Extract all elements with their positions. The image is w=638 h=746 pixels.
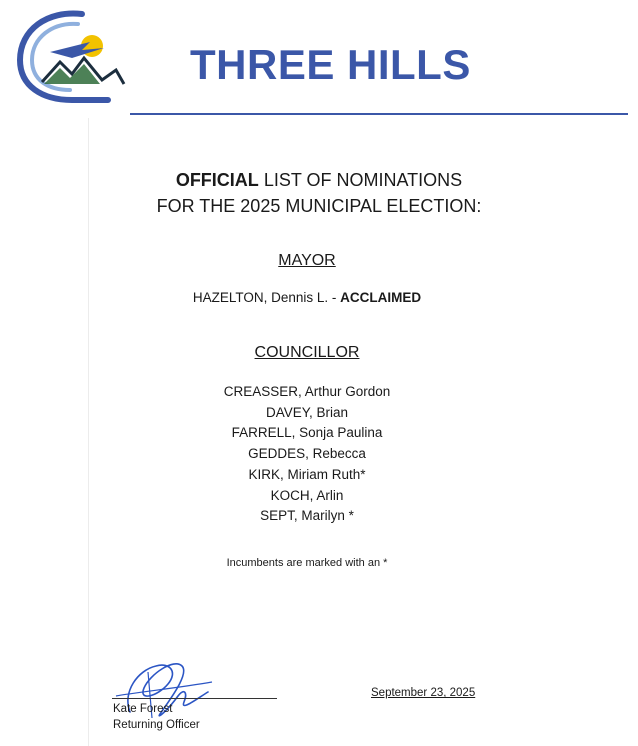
list-item: KOCH, Arlin — [270, 487, 344, 503]
signer-name: Kate Forest — [113, 703, 173, 715]
document-title-line2: FOR THE 2025 MUNICIPAL ELECTION: — [156, 196, 482, 216]
incumbent-note: Incumbents are marked with an * — [226, 557, 388, 569]
signer-title: Returning Officer — [113, 719, 200, 731]
list-item: KIRK, Miriam Ruth* — [248, 466, 366, 482]
list-item: FARRELL, Sonja Paulina — [231, 425, 383, 441]
title-line1-rest: LIST OF NOMINATIONS — [258, 170, 463, 190]
title-official-word: OFFICIAL — [175, 170, 259, 190]
councillor-heading: COUNCILLOR — [254, 344, 360, 361]
list-item: DAVEY, Brian — [265, 404, 349, 420]
mayor-nominee-name: HAZELTON, Dennis L. - — [192, 290, 341, 305]
town-name: THREE HILLS — [190, 41, 471, 88]
list-item: CREASSER, Arthur Gordon — [223, 384, 391, 399]
three-hills-logo-icon — [12, 8, 130, 106]
councillor-list — [0, 382, 614, 527]
acclaimed-status: ACCLAIMED — [340, 290, 422, 305]
document-title-line1 — [0, 167, 638, 193]
list-item: GEDDES, Rebecca — [248, 446, 366, 462]
list-item: SEPT, Marilyn * — [260, 508, 354, 524]
document-date: September 23, 2025 — [371, 687, 476, 699]
mayor-heading: MAYOR — [278, 252, 336, 269]
header-divider — [130, 113, 628, 115]
signature-line — [112, 698, 277, 699]
mayor-nominee — [0, 290, 614, 305]
